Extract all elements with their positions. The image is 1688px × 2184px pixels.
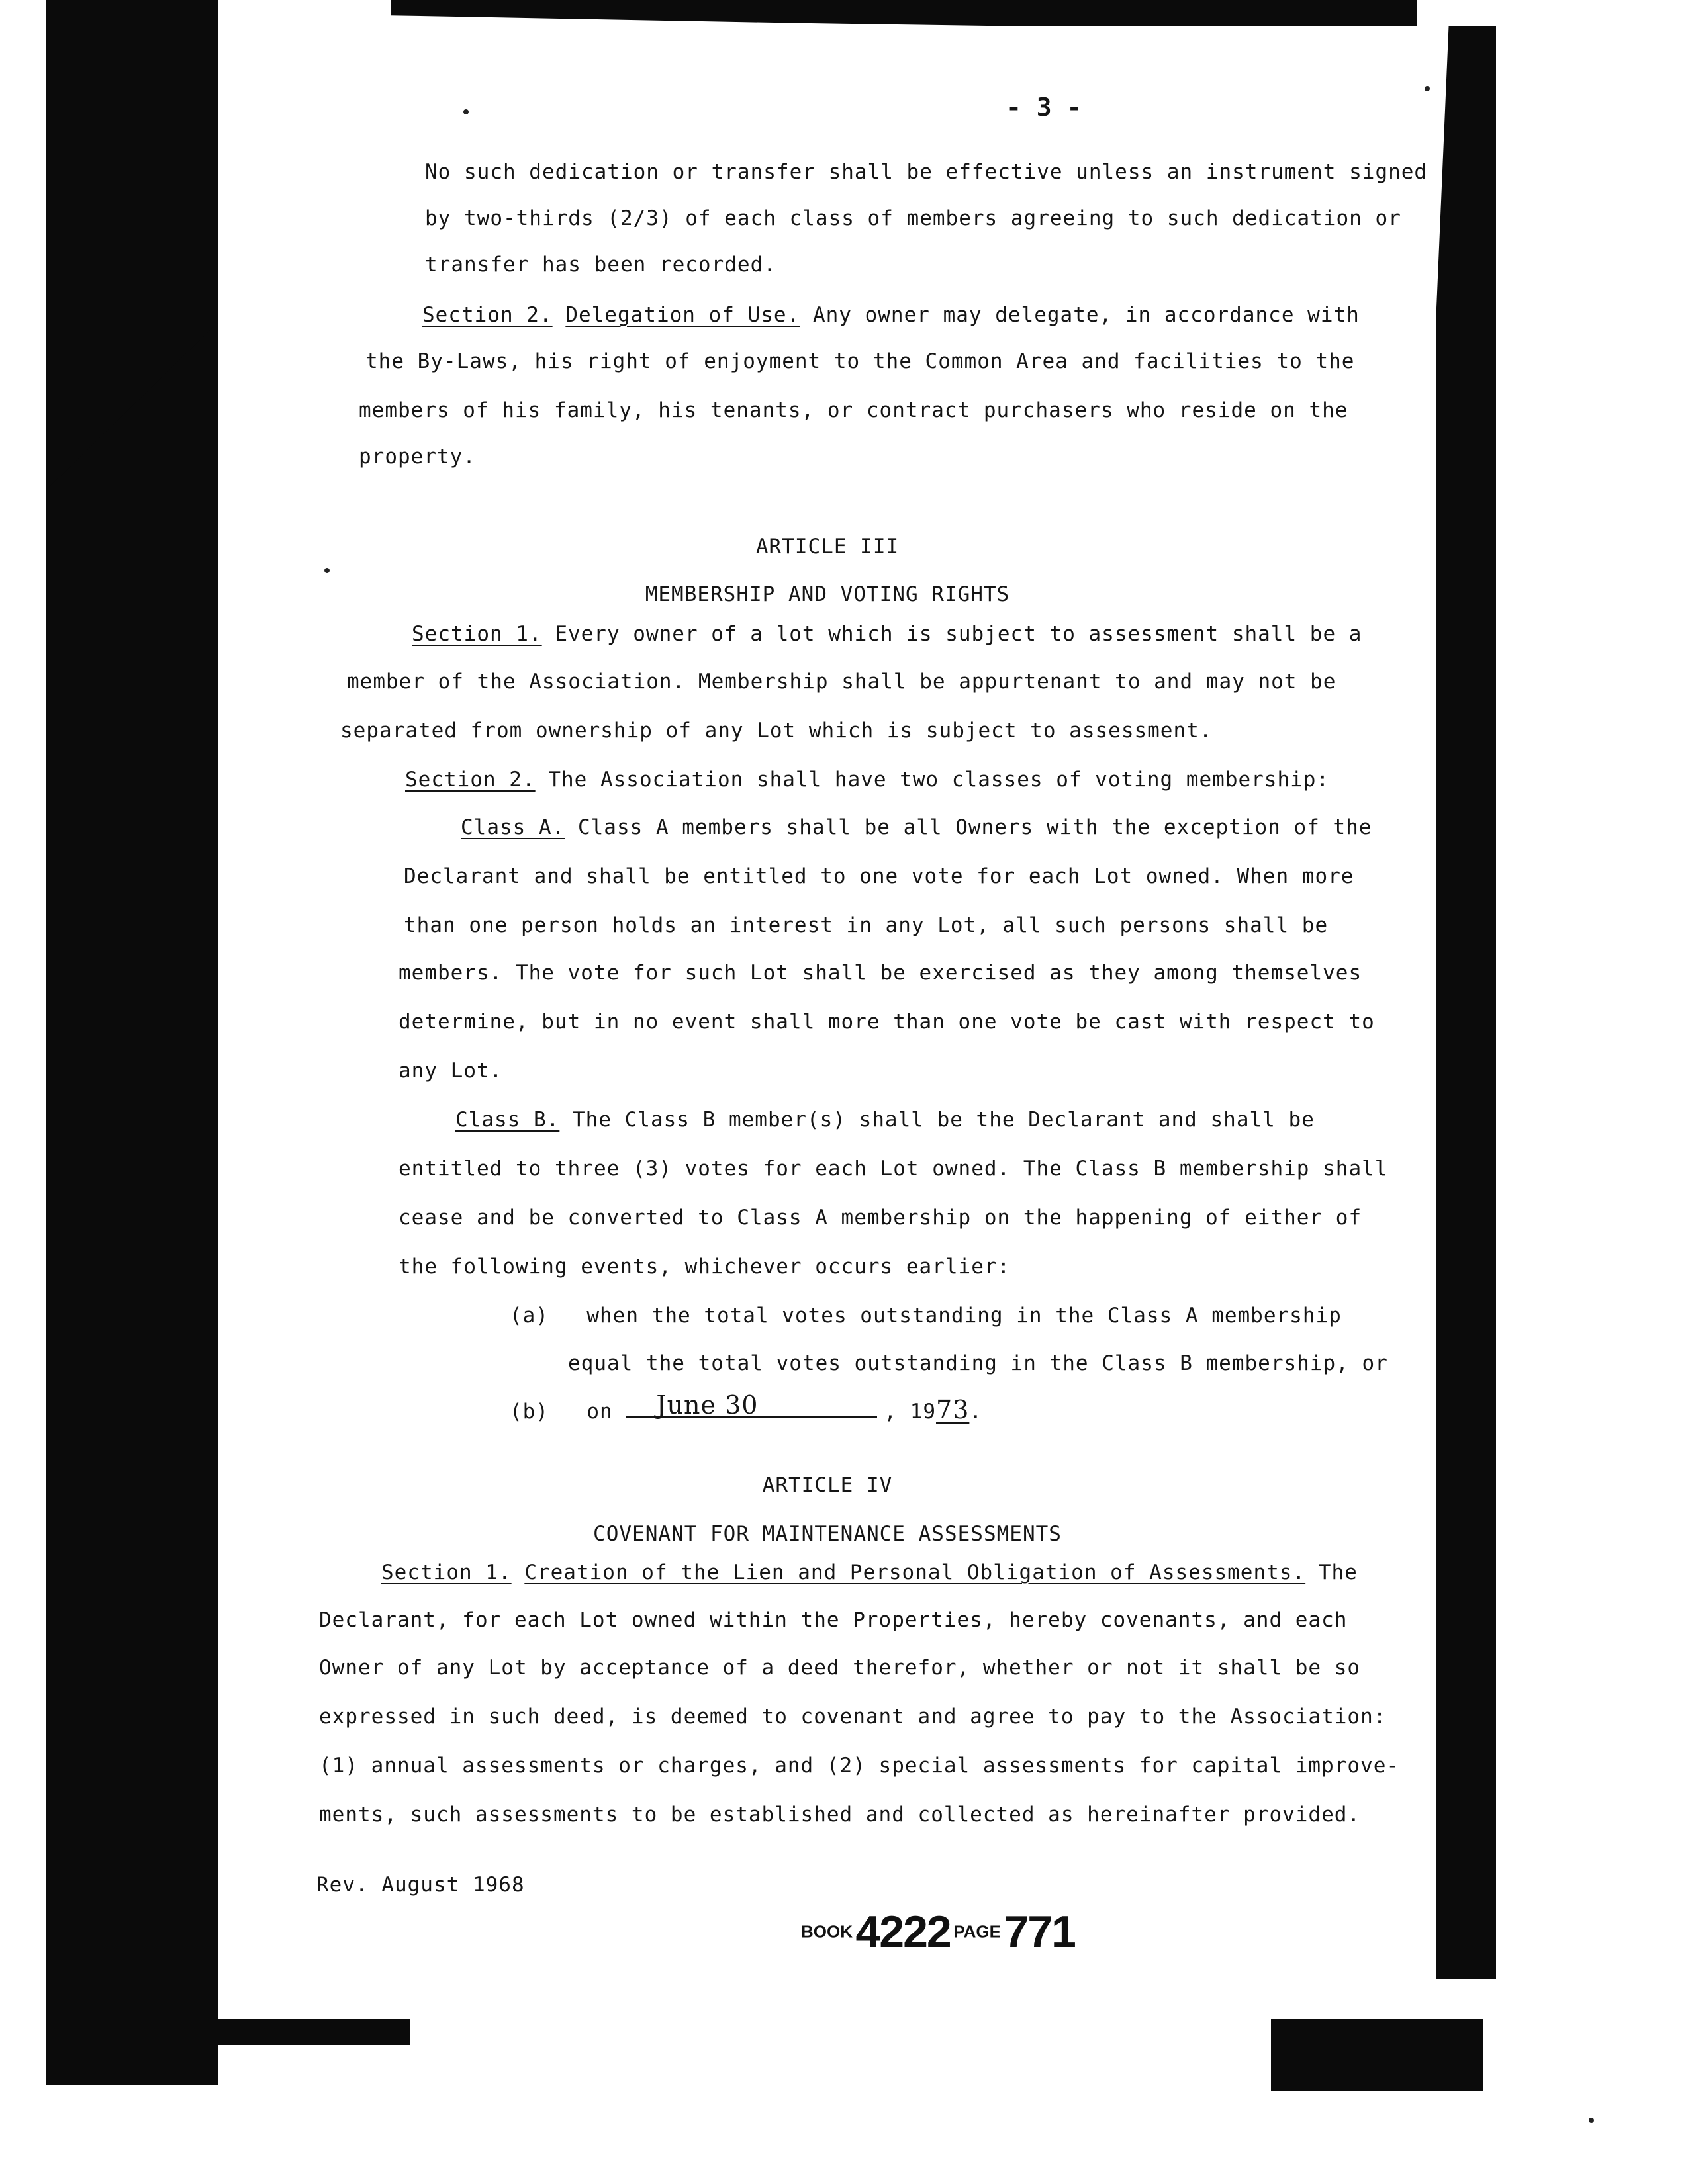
body-line: entitled to three (3) votes for each Lot owned. The Class B membership shall [399,1157,1388,1181]
section-1-assessments [381,1561,1358,1584]
list-comma: , [884,1400,898,1424]
class-b [455,1108,1315,1132]
handwritten-year: 73 [936,1395,970,1424]
class-label: Class B. [455,1108,560,1132]
body-line: Declarant and shall be entitled to one vote for each Lot owned. When more [404,864,1354,888]
article-title: MEMBERSHIP AND VOTING RIGHTS [645,582,1010,606]
section-label: Section 2. [422,303,553,327]
body-line: members. The vote for such Lot shall be exercised as they among themselves [399,961,1362,985]
article-heading: ARTICLE IV [762,1473,893,1497]
body-line: any Lot. [399,1059,503,1083]
list-text: when the total votes outstanding in the Class A membership [586,1304,1342,1328]
body-line: determine, but in no event shall more than one vote be cast with respect to [399,1010,1375,1034]
section-2-voting [405,768,1329,792]
class-label: Class A. [461,815,565,839]
body-line: ments, such assessments to be established and collected as hereinafter provided. [319,1803,1361,1827]
body-line: member of the Association. Membership shall be appurtenant to and may not be [347,670,1336,694]
page-label: PAGE [953,1921,1001,1942]
document-page [218,26,1436,2019]
section-1-membership [412,622,1362,646]
class-text: Class A members shall be all Owners with the exception of the [577,815,1372,839]
book-label: BOOK [801,1921,853,1942]
page-number-stamp: 771 [1004,1907,1075,1957]
list-marker: (a) [510,1304,549,1328]
body-line: members of his family, his tenants, or contract purchasers who reside on the [359,398,1348,422]
body-line: transfer has been recorded. [425,253,776,277]
body-line: by two-thirds (2/3) of each class of members agreeing to such dedication or [425,206,1401,230]
list-item-b [510,1390,983,1424]
body-line: than one person holds an interest in any Lot, all such persons shall be [404,913,1329,937]
section-title: Creation of the Lien and Personal Obligation of Assessments. [524,1561,1306,1584]
year-prefix: 19 [910,1400,937,1424]
body-line: the By-Laws, his right of enjoyment to the Common Area and facilities to the [365,349,1355,373]
article-title: COVENANT FOR MAINTENANCE ASSESSMENTS [593,1522,1062,1546]
section-label: Section 2. [405,768,536,792]
revision-note: Rev. August 1968 [316,1873,525,1897]
scan-speck [463,109,469,114]
scan-speck [324,568,330,573]
body-line: property. [359,445,476,469]
body-line: (1) annual assessments or charges, and (2) special assessments for capital improve- [319,1754,1400,1778]
section-text: Every owner of a lot which is subject to assessment shall be a [555,622,1362,646]
body-line: expressed in such deed, is deemed to covenant and agree to pay to the Association: [319,1705,1387,1729]
page-number: - 3 - [1006,93,1082,122]
body-line: No such dedication or transfer shall be effective unless an instrument signed [425,160,1428,184]
section-label: Section 1. [412,622,542,646]
scan-border-bottom-right [1271,2019,1483,2091]
section-2-delegation [422,303,1360,327]
book-page-stamp [801,1906,1075,1958]
list-end: . [969,1400,983,1424]
section-text: Any owner may delegate, in accordance with [812,303,1360,327]
book-number: 4222 [855,1907,951,1957]
article-heading: ARTICLE III [755,535,900,559]
section-title: Delegation of Use. [565,303,800,327]
scan-speck [1589,2118,1594,2123]
body-line: cease and be converted to Class A membership on the happening of either of [399,1206,1362,1230]
date-blank [626,1390,884,1424]
body-line: Declarant, for each Lot owned within the Properties, hereby covenants, and each [319,1608,1348,1632]
scan-speck [1425,86,1430,91]
body-line: equal the total votes outstanding in the Class B membership, or [568,1351,1388,1375]
class-a [461,815,1372,839]
class-text: The Class B member(s) shall be the Declarant and shall be [572,1108,1315,1132]
body-line: the following events, whichever occurs earlier: [399,1255,1011,1279]
list-marker: (b) [510,1400,549,1424]
handwritten-date: June 30 [656,1390,759,1420]
section-label: Section 1. [381,1561,512,1584]
body-line: separated from ownership of any Lot which is subject to assessment. [340,719,1213,743]
list-text: on [586,1400,613,1424]
section-text: The Association shall have two classes of voting membership: [548,768,1330,792]
body-line: Owner of any Lot by acceptance of a deed therefor, whether or not it shall be so [319,1656,1361,1680]
list-item-a [510,1304,1342,1328]
section-text: The [1318,1561,1358,1584]
